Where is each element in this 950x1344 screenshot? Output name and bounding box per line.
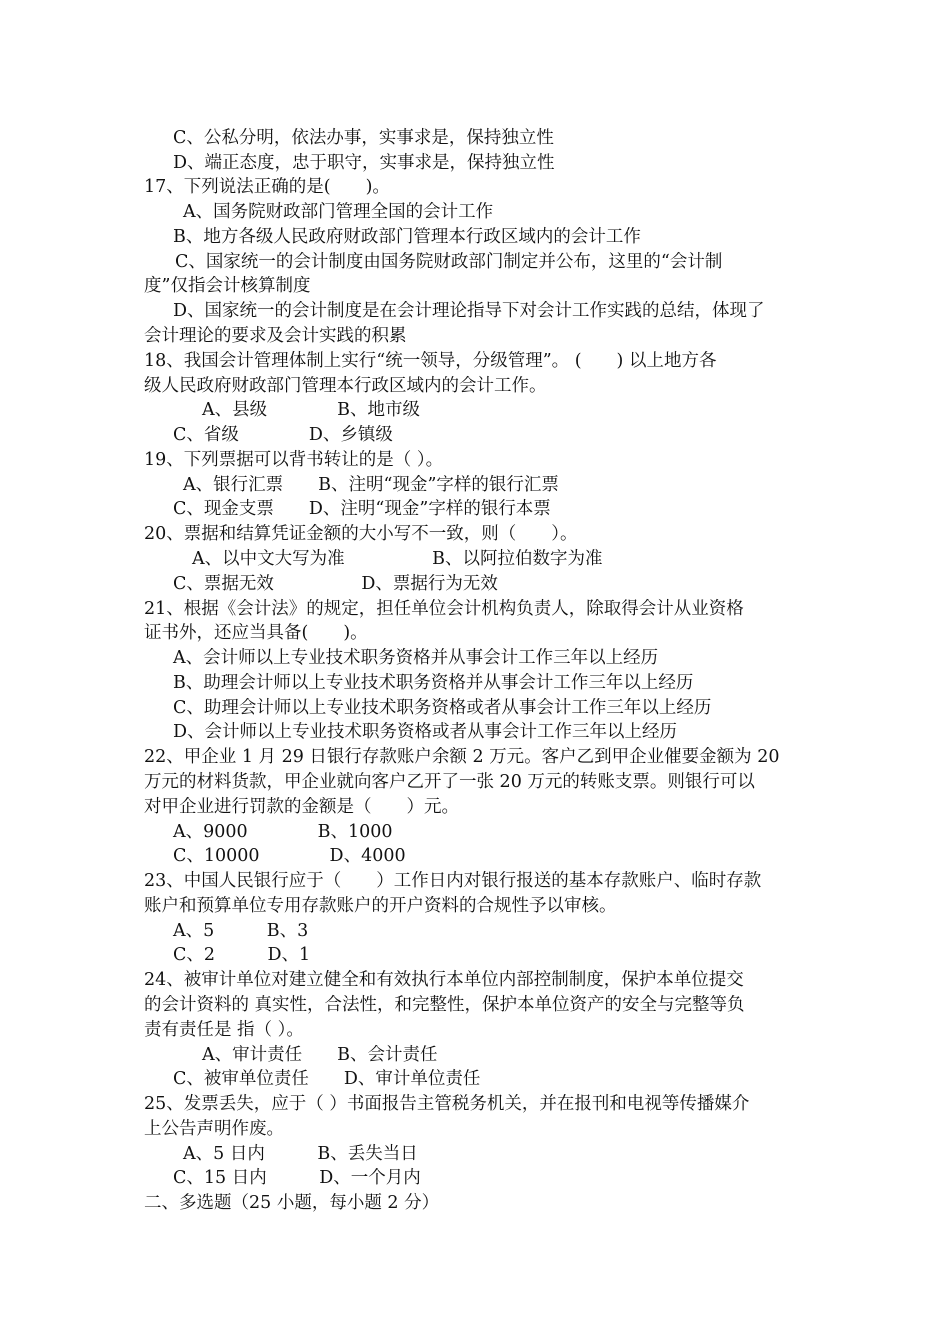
question-19: 19、下列票据可以背书转让的是（ ）。 <box>144 450 444 470</box>
option-17c: C、国家统一的会计制度由国务院财政部门制定并公布，这里的“会计制 <box>175 252 723 272</box>
question-24-cont1: 的会计资料的 真实性，合法性，和完整性，保护本单位资产的安全与完整等负 <box>144 995 745 1015</box>
options-20cd: C、票据无效 D、票据行为无效 <box>173 574 498 594</box>
question-23: 23、中国人民银行应于（ ）工作日内对银行报送的基本存款账户、临时存款 <box>144 871 762 891</box>
option-21a: A、会计师以上专业技术职务资格并从事会计工作三年以上经历 <box>173 648 659 668</box>
option-17a: A、国务院财政部门管理全国的会计工作 <box>183 202 494 222</box>
options-22ab: A、9000 B、1000 <box>173 822 393 842</box>
question-22: 22、甲企业 1 月 29 日银行存款账户余额 2 万元。客户乙到甲企业催要金额为 20 <box>144 747 780 767</box>
options-25ab: A、5 日内 B、丢失当日 <box>183 1144 418 1164</box>
question-22-cont2: 对甲企业进行罚款的金额是（ ）元。 <box>144 797 459 817</box>
option-16d: D、端正态度，忠于职守，实事求是，保持独立性 <box>173 153 555 173</box>
option-21d: D、会计师以上专业技术职务资格或者从事会计工作三年以上经历 <box>173 722 678 742</box>
option-21c: C、助理会计师以上专业技术职务资格或者从事会计工作三年以上经历 <box>173 698 712 718</box>
option-17c-cont: 度”仅指会计核算制度 <box>144 276 311 296</box>
question-24-cont2: 责有责任是 指（ ）。 <box>144 1020 304 1040</box>
options-19ab: A、银行汇票 B、注明“现金”字样的银行汇票 <box>183 475 559 495</box>
options-23cd: C、2 D、1 <box>173 945 311 965</box>
option-16c: C、公私分明，依法办事，实事求是，保持独立性 <box>173 128 554 148</box>
options-18ab: A、县级 B、地市级 <box>202 400 420 420</box>
options-19cd: C、现金支票 D、注明“现金”字样的银行本票 <box>173 499 551 519</box>
option-17b: B、地方各级人民政府财政部门管理本行政区域内的会计工作 <box>173 227 641 247</box>
question-21-cont: 证书外，还应当具备( )。 <box>144 623 368 643</box>
options-18cd: C、省级 D、乡镇级 <box>173 425 393 445</box>
question-25: 25、发票丢失，应于（ ）书面报告主管税务机关，并在报刊和电视等传播媒介 <box>144 1094 750 1114</box>
options-25cd: C、15 日内 D、一个月内 <box>173 1168 421 1188</box>
options-24ab: A、审计责任 B、会计责任 <box>202 1045 438 1065</box>
question-18: 18、我国会计管理体制上实行“统一领导，分级管理”。 ( ) 以上地方各 <box>144 351 717 371</box>
question-17: 17、下列说法正确的是( )。 <box>144 177 390 197</box>
option-17d: D、国家统一的会计制度是在会计理论指导下对会计工作实践的总结，体现了 <box>173 301 765 321</box>
question-25-cont: 上公告声明作废。 <box>144 1119 284 1139</box>
question-21: 21、根据《会计法》的规定，担任单位会计机构负责人，除取得会计从业资格 <box>144 599 744 619</box>
question-18-cont: 级人民政府财政部门管理本行政区域内的会计工作。 <box>144 376 547 396</box>
options-22cd: C、10000 D、4000 <box>173 846 406 866</box>
options-23ab: A、5 B、3 <box>173 921 309 941</box>
options-24cd: C、被审单位责任 D、审计单位责任 <box>173 1069 481 1089</box>
question-23-cont: 账户和预算单位专用存款账户的开户资料的合规性予以审核。 <box>144 896 617 916</box>
section-heading-multiple-choice: 二、多选题（25 小题，每小题 2 分） <box>144 1193 440 1213</box>
option-21b: B、助理会计师以上专业技术职务资格并从事会计工作三年以上经历 <box>173 673 694 693</box>
option-17d-cont: 会计理论的要求及会计实践的积累 <box>144 326 407 346</box>
question-24: 24、被审计单位对建立健全和有效执行本单位内部控制制度，保护本单位提交 <box>144 970 744 990</box>
options-20ab: A、以中文大写为准 B、以阿拉伯数字为准 <box>192 549 603 569</box>
question-20: 20、票据和结算凭证金额的大小写不一致，则（ ）。 <box>144 524 578 544</box>
question-22-cont1: 万元的材料货款，甲企业就向客户乙开了一张 20 万元的转账支票。则银行可以 <box>144 772 755 792</box>
